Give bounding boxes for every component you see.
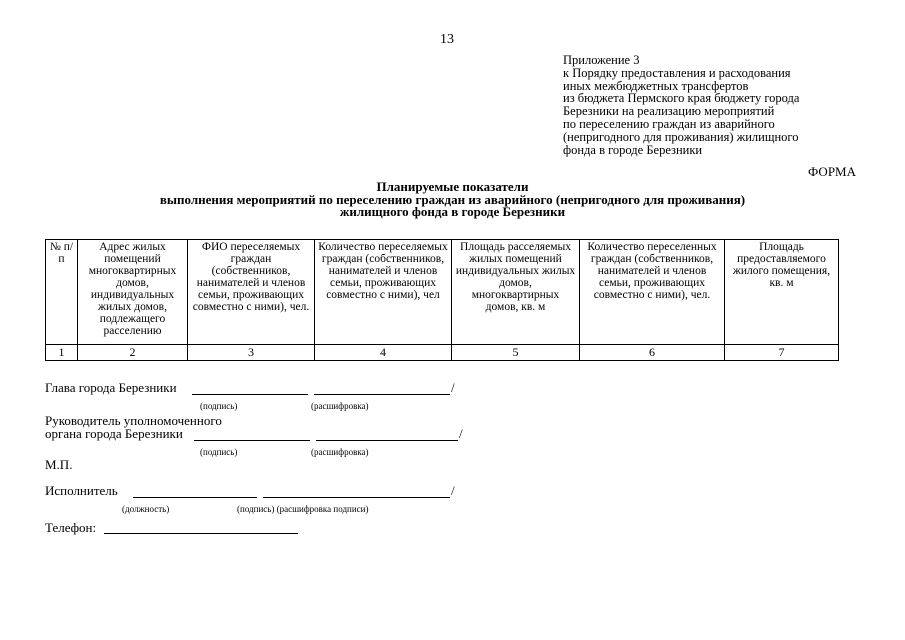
head-signature-line[interactable] xyxy=(192,394,308,395)
appendix-line: Березники на реализацию мероприятий xyxy=(563,104,775,119)
appendix-block xyxy=(563,54,893,156)
separator-slash: / xyxy=(459,426,463,441)
column-header-vacated-area: Площадь расселяемых жилых помещений индивидуальных жилых домов, многоквартирных домов, кв. м xyxy=(452,240,580,345)
column-header-resettled-count: Количество переселенных граждан (собственников, нанимателей и членов семьи, проживающих совместно с ними), чел. xyxy=(580,240,725,345)
appendix-line: Приложение 3 xyxy=(563,53,640,67)
appendix-line: из бюджета Пермского края бюджету города xyxy=(563,91,800,106)
executor-position-line[interactable] xyxy=(133,497,257,498)
appendix-line: иных межбюджетных трансфертов xyxy=(563,78,749,93)
phone-line[interactable] xyxy=(104,533,298,534)
table-header-row xyxy=(46,240,839,345)
column-number-cell: 7 xyxy=(725,345,839,361)
phone-label: Телефон: xyxy=(45,520,97,535)
appendix-line: (непригодного для проживания) жилищного xyxy=(563,129,799,144)
column-header-address: Адрес жилых помещений многоквартирных домов, индивидуальных жилых домов, подлежащего расселению xyxy=(78,240,188,345)
form-label: ФОРМА xyxy=(808,164,856,179)
stamp-place-label: М.П. xyxy=(45,457,73,472)
appendix-line: фонда в городе Березники xyxy=(563,142,703,157)
head-name-line[interactable] xyxy=(314,394,450,395)
column-number-cell: 6 xyxy=(580,345,725,361)
page-number: 13 xyxy=(440,32,454,47)
signature-caption: (подпись) xyxy=(200,401,238,411)
column-number-cell: 5 xyxy=(452,345,580,361)
table-number-row xyxy=(46,345,839,361)
signature-caption: (подпись) xyxy=(200,447,238,457)
title-line-2: выполнения мероприятий по переселению граждан из аварийного (непригодного для проживания) xyxy=(159,191,746,207)
name-caption: (расшифровка) xyxy=(311,447,369,457)
column-header-relocated-count: Количество переселяемых граждан (собственников, нанимателей и членов семьи, проживающих совместно с ними), чел xyxy=(315,240,452,345)
column-number-cell: 4 xyxy=(315,345,452,361)
title-line-3: жилищного фонда в городе Березники xyxy=(339,204,566,219)
authorized-head-label-2: органа города Березники xyxy=(45,426,183,441)
separator-slash: / xyxy=(451,483,455,498)
document-title xyxy=(0,181,905,219)
authorized-name-line[interactable] xyxy=(316,440,458,441)
column-header-provided-area: Площадь предоставляемого жилого помещения, кв. м xyxy=(725,240,839,345)
column-number-cell: 3 xyxy=(188,345,315,361)
column-number-cell: 2 xyxy=(78,345,188,361)
executor-label: Исполнитель xyxy=(45,483,118,498)
appendix-line: по переселению граждан из аварийного xyxy=(563,116,775,131)
appendix-line: к Порядку предоставления и расходования xyxy=(563,65,791,80)
head-of-city-label: Глава города Березники xyxy=(45,380,177,395)
authorized-signature-line[interactable] xyxy=(194,440,310,441)
column-header-names: ФИО переселяемых граждан (собственников, нанимателей и членов семьи, проживающих совместно с ними), чел. xyxy=(188,240,315,345)
position-caption: (должность) xyxy=(122,504,170,514)
column-number-cell: 1 xyxy=(46,345,78,361)
title-line-1: Планируемые показатели xyxy=(376,179,529,194)
column-header-number: № п/п xyxy=(46,240,78,345)
executor-name-line[interactable] xyxy=(263,497,450,498)
separator-slash: / xyxy=(451,380,455,395)
name-caption: (расшифровка) xyxy=(311,401,369,411)
indicators-table xyxy=(45,239,839,361)
signature-name-caption: (подпись) (расшифровка подписи) xyxy=(237,504,369,514)
authorized-head-label-1: Руководитель уполномоченного xyxy=(45,413,222,428)
